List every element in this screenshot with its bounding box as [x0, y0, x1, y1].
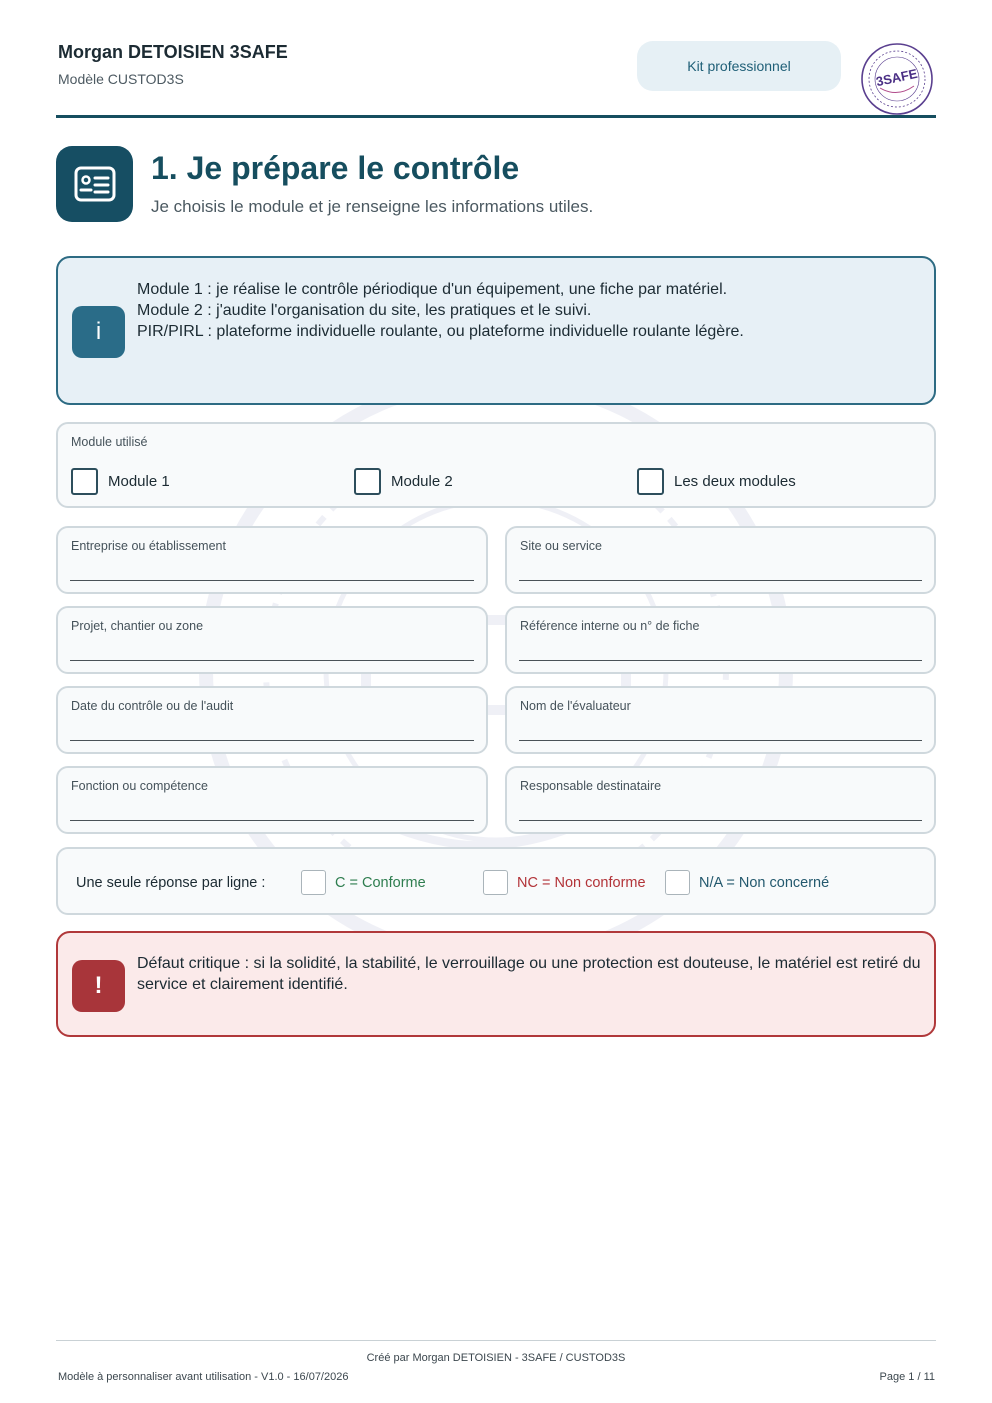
field-input-line[interactable] [70, 660, 474, 661]
legend-checkbox [301, 870, 326, 895]
info-line: Module 2 : j'audite l'organisation du site, les pratiques et le suivi. [137, 302, 592, 319]
module-selection-card [56, 422, 936, 508]
model-name: Modèle CUSTOD3S [58, 71, 184, 87]
footer-credit: Créé par Morgan DETOISIEN - 3SAFE / CUSTOD3S [366, 1352, 626, 1364]
field-label: Nom de l'évaluateur [520, 699, 631, 713]
field-site[interactable] [505, 526, 936, 594]
kit-badge-label: Kit professionnel [687, 58, 791, 74]
field-input-line[interactable] [70, 740, 474, 741]
info-callout [56, 256, 936, 405]
field-input-line[interactable] [519, 660, 922, 661]
checkbox-label: Module 2 [391, 473, 453, 490]
warning-icon-glyph: ! [94, 972, 103, 999]
info-line: Module 1 : je réalise le contrôle périodique d'un équipement, une fiche par matériel. [137, 281, 728, 298]
info-line: PIR/PIRL : plateforme individuelle roulante, ou plateforme individuelle roulante légère. [137, 323, 744, 340]
critical-defect-alert [56, 931, 936, 1037]
field-reference[interactable] [505, 606, 936, 674]
footer-page-number: Page 1 / 11 [879, 1371, 935, 1383]
section-title: 1. Je prépare le contrôle [151, 150, 520, 186]
alert-text: Défaut critique : si la solidité, la stabilité, le verrouillage ou une protection est douteuse, le matériel est retiré du service et clairement identifié. [137, 955, 921, 993]
module-2-checkbox[interactable] [354, 468, 453, 495]
legend-non-conforme [483, 870, 646, 895]
field-label: Référence interne ou n° de fiche [520, 619, 700, 633]
company-logo [858, 42, 936, 116]
checkbox-square[interactable] [354, 468, 381, 495]
kit-badge [637, 41, 841, 91]
module-label: Module utilisé [71, 435, 148, 449]
field-function[interactable] [56, 766, 488, 834]
checkbox-square[interactable] [71, 468, 98, 495]
legend-title: Une seule réponse par ligne : [76, 875, 266, 891]
field-input-line[interactable] [70, 820, 474, 821]
footer-divider [56, 1340, 936, 1341]
legend-label: NC = Non conforme [517, 874, 646, 891]
module-options [58, 468, 934, 496]
warning-icon [72, 960, 125, 1012]
checkbox-label: Les deux modules [674, 473, 796, 490]
checkbox-label: Module 1 [108, 473, 170, 490]
author-name: Morgan DETOISIEN 3SAFE [58, 42, 288, 62]
header-divider [56, 115, 936, 118]
legend-label: C = Conforme [335, 874, 426, 891]
field-input-line[interactable] [519, 740, 922, 741]
info-icon-glyph: i [95, 318, 102, 345]
legend-non-concerne [665, 870, 829, 895]
id-card-icon [56, 146, 133, 222]
info-icon [72, 306, 125, 358]
checkbox-square[interactable] [637, 468, 664, 495]
legend-label: N/A = Non concerné [699, 874, 830, 891]
field-date[interactable] [56, 686, 488, 754]
legend-checkbox [483, 870, 508, 895]
section-subtitle: Je choisis le module et je renseigne les informations utiles. [151, 197, 594, 216]
info-text [137, 279, 744, 342]
field-label: Fonction ou compétence [71, 779, 208, 793]
field-evaluator[interactable] [505, 686, 936, 754]
field-input-line[interactable] [519, 820, 922, 821]
field-input-line[interactable] [519, 580, 922, 581]
both-modules-checkbox[interactable] [637, 468, 796, 495]
field-label: Date du contrôle ou de l'audit [71, 699, 234, 713]
legend-conforme [301, 870, 426, 895]
field-project[interactable] [56, 606, 488, 674]
field-label: Entreprise ou établissement [71, 539, 226, 553]
footer-version: Modèle à personnaliser avant utilisation - V1.0 - 16/07/2026 [58, 1371, 349, 1383]
field-input-line[interactable] [70, 580, 474, 581]
legend-checkbox [665, 870, 690, 895]
field-label: Responsable destinataire [520, 779, 662, 793]
logo-text: 3SAFE [874, 65, 919, 90]
field-label: Site ou service [520, 539, 602, 553]
answer-legend [56, 847, 936, 915]
field-label: Projet, chantier ou zone [71, 619, 204, 633]
field-company[interactable] [56, 526, 488, 594]
module-1-checkbox[interactable] [71, 468, 170, 495]
field-recipient[interactable] [505, 766, 936, 834]
